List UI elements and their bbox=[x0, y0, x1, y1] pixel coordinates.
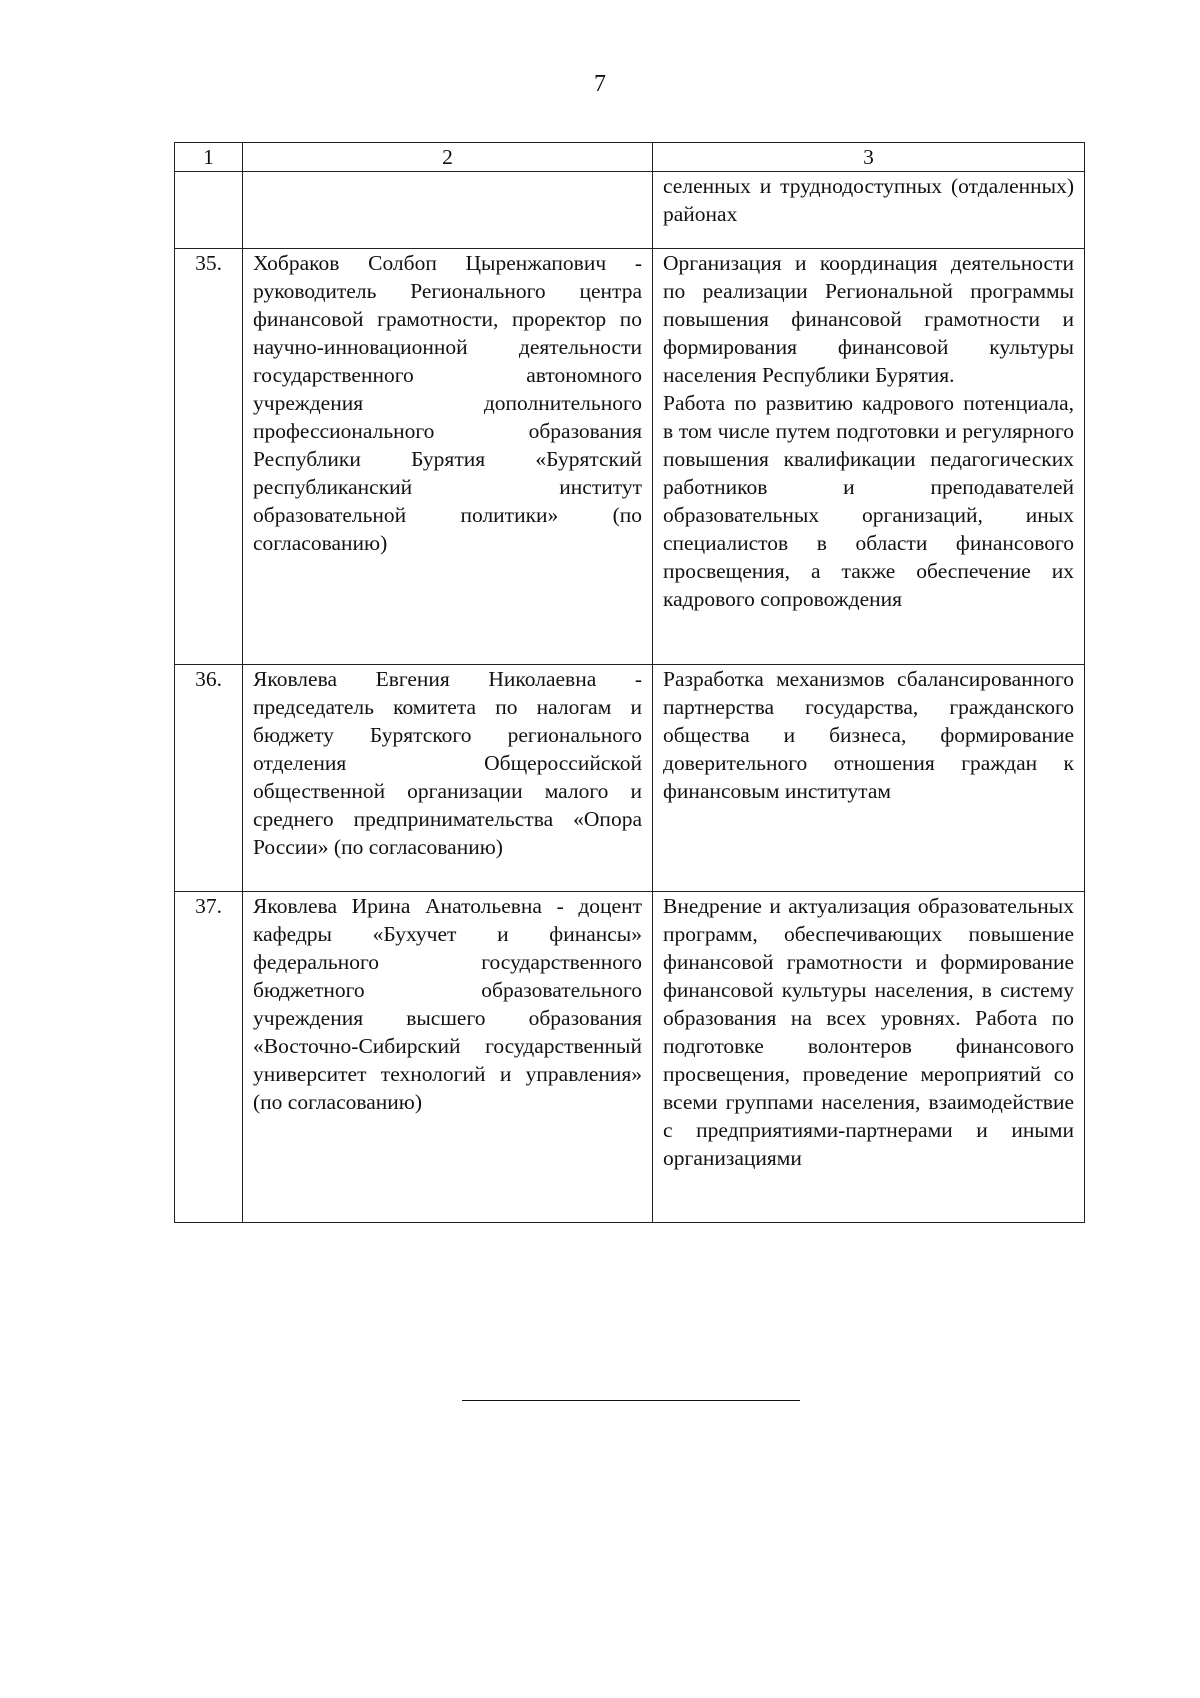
column-header-duties: 3 bbox=[653, 143, 1085, 172]
table-row-continuation bbox=[175, 172, 1085, 249]
row-person: Яковлева Евгения Николаевна - председатель комитета по налогам и бюджету Бурятского регионального отделения Общероссийской общественной организации малого и среднего предпринимательства «Опора России» (по согласованию) bbox=[243, 665, 653, 892]
table-header-row bbox=[175, 143, 1085, 172]
column-header-number: 1 bbox=[175, 143, 243, 172]
duties-paragraph: Организация и координация деятельности по реализации Региональной программы повышения финансовой грамотности и формирования финансовой культуры населения Республики Бурятия. bbox=[663, 251, 1074, 387]
column-header-person: 2 bbox=[243, 143, 653, 172]
page-number: 7 bbox=[594, 71, 606, 97]
row-number bbox=[175, 172, 243, 249]
row-duties bbox=[653, 249, 1085, 665]
duties-paragraph: Работа по развитию кадрового потенциала, в том числе путем подготовки и регулярного повышения квалификации педагогических работников и преподавателей образовательных организаций, иных специалистов в области финансового просвещения, а также обеспечение их кадрового сопровождения bbox=[663, 391, 1074, 611]
closing-rule bbox=[462, 1400, 800, 1401]
members-table bbox=[174, 142, 1085, 1223]
duties-paragraph: Разработка механизмов сбалансированного партнерства государства, гражданского общества и бизнеса, формирование доверительного отношения граждан к финансовым институтам bbox=[663, 667, 1074, 803]
table-row bbox=[175, 249, 1085, 665]
duties-paragraph: Внедрение и актуализация образовательных программ, обеспечивающих повышение финансовой грамотности и формирование финансовой культуры населения, в систему образования на всех уровнях. Работа по подготовке волонтеров финансового просвещения, проведение мероприятий со всеми группами населения, взаимодействие с предприятиями-партнерами и иными организациями bbox=[663, 894, 1074, 1170]
row-number: 37. bbox=[175, 892, 243, 1223]
row-duties: селенных и труднодоступных (отдаленных) районах bbox=[653, 172, 1085, 249]
table-row bbox=[175, 665, 1085, 892]
row-duties bbox=[653, 665, 1085, 892]
row-person: Хобраков Солбоп Цыренжапович - руководитель Регионального центра финансовой грамотности, проректор по научно-инновационной деятельности государственного автономного учреждения дополнительного профессионального образования Республики Бурятия «Бурятский республиканский институт образовательной политики» (по согласованию) bbox=[243, 249, 653, 665]
row-number: 35. bbox=[175, 249, 243, 665]
row-duties bbox=[653, 892, 1085, 1223]
row-person bbox=[243, 172, 653, 249]
table-row bbox=[175, 892, 1085, 1223]
row-person: Яковлева Ирина Анатольевна - доцент кафедры «Бухучет и финансы» федерального государственного бюджетного образовательного учреждения высшего образования «Восточно-Сибирский государственный университет технологий и управления» (по согласованию) bbox=[243, 892, 653, 1223]
row-number: 36. bbox=[175, 665, 243, 892]
